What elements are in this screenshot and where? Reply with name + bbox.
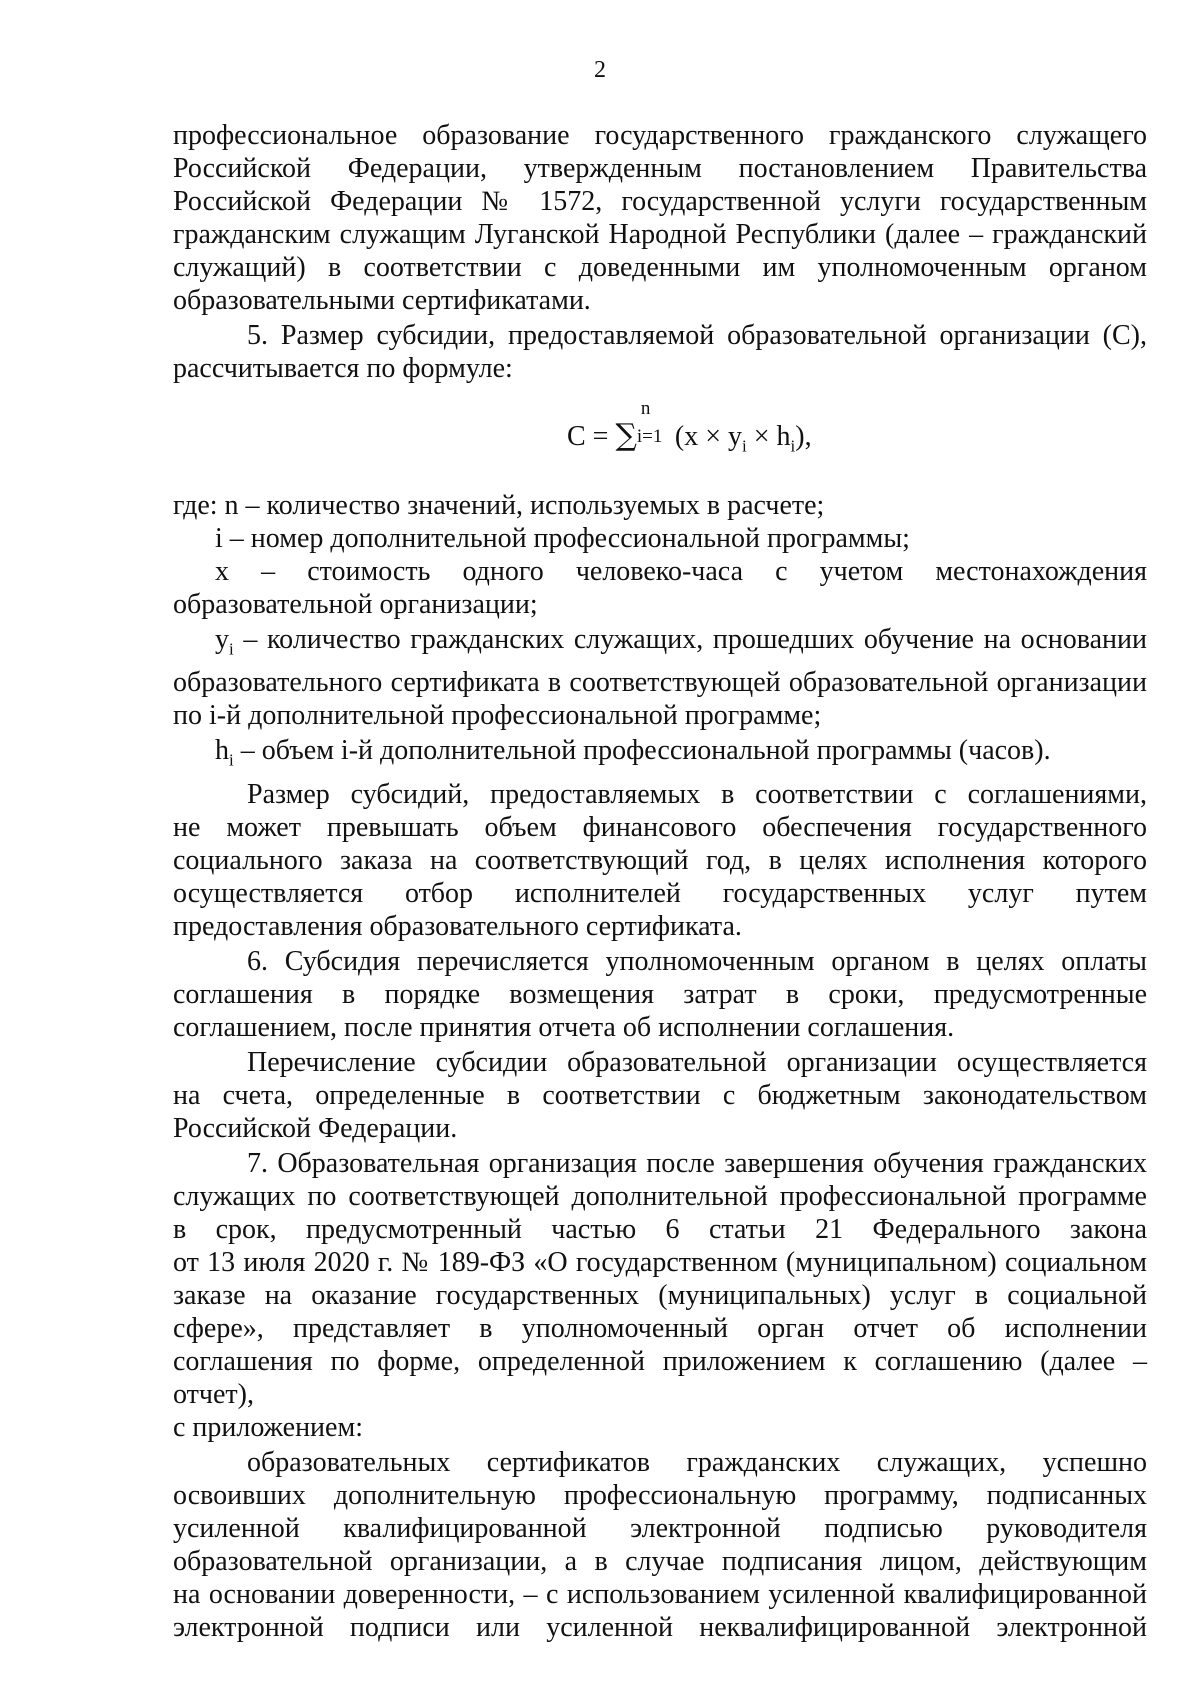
definition-h bbox=[173, 734, 1147, 777]
formula-body-open: (x × y bbox=[674, 421, 743, 452]
paragraph-certificates bbox=[173, 1446, 1147, 1644]
text-line: Размер субсидий, предоставляемых в соответствии с соглашениями, bbox=[247, 779, 1147, 811]
formula-subscript: i bbox=[790, 436, 796, 456]
text-line: заказе на оказание государственных (муниципальных) услуг в социальной bbox=[173, 1280, 1147, 1312]
definition-n bbox=[173, 489, 1147, 522]
text-line: Российской Федерации. bbox=[173, 1113, 458, 1145]
formula-lhs: С = bbox=[567, 421, 616, 452]
paragraph-7 bbox=[173, 1147, 1147, 1444]
text-line: x – стоимость одного человеко-часа с учетом местонахождения bbox=[215, 556, 1147, 587]
text-line: где: n – количество значений, используемых в расчете; bbox=[173, 490, 825, 521]
text-line: i – номер дополнительной профессиональной программы; bbox=[215, 523, 910, 554]
paragraph-limit bbox=[173, 778, 1147, 943]
text-line: образовательной организации; bbox=[173, 589, 538, 620]
paragraph-6 bbox=[173, 945, 1147, 1044]
text-line: предоставления образовательного сертификата. bbox=[173, 911, 742, 943]
text-line: освоивших дополнительную профессиональную программу, подписанных bbox=[173, 1480, 1147, 1512]
text-line: профессиональное образование государственного гражданского служащего bbox=[173, 120, 1147, 151]
text-line bbox=[173, 734, 1147, 777]
page-number: 2 bbox=[594, 57, 606, 83]
text-line: на счета, определенные в соответствии с бюджетным законодательством bbox=[173, 1080, 1147, 1112]
sum-lower-limit: i=1 bbox=[636, 426, 663, 447]
text-line: с приложением: bbox=[173, 1412, 363, 1444]
paragraph-transfer bbox=[173, 1046, 1147, 1145]
formula-subscript: i bbox=[742, 436, 747, 456]
document-body bbox=[173, 119, 1147, 1644]
text-line: в срок, предусмотренный частью 6 статьи 21 Федерального закона bbox=[173, 1214, 1147, 1246]
text-line: 7. Образовательная организация после завершения обучения гражданских bbox=[247, 1148, 1147, 1180]
text-line: электронной подписи или усиленной неквалифицированной электронной bbox=[173, 1612, 1147, 1644]
text-line: от 13 июля 2020 г. № 189-ФЗ «О государственном (муниципальном) социальном bbox=[173, 1247, 1147, 1279]
definition-text: – количество гражданских служащих, прошедших обучение на основании bbox=[233, 624, 1147, 655]
text-line: образовательной организации, а в случае подписания лицом, действующим bbox=[173, 1546, 1147, 1578]
subsidy-formula bbox=[173, 385, 1147, 489]
text-line: рассчитывается по формуле: bbox=[173, 353, 513, 384]
paragraph-intro bbox=[173, 119, 1147, 317]
formula-body-close: ), bbox=[795, 421, 812, 452]
text-line: образовательными сертификатами. bbox=[173, 285, 591, 316]
text-line: служащий) в соответствии с доведенными им уполномоченным органом bbox=[173, 252, 1147, 283]
sum-upper-limit: n bbox=[640, 398, 651, 419]
text-line: образовательного сертификата в соответствующей образовательной организации bbox=[173, 666, 1147, 698]
symbol-subscript: i bbox=[229, 750, 234, 770]
text-line: Перечисление субсидии образовательной организации осуществляется bbox=[247, 1047, 1147, 1079]
text-line: соглашением, после принятия отчета об исполнении соглашения. bbox=[173, 1012, 955, 1044]
text-line: гражданским служащим Луганской Народной Республики (далее – гражданский bbox=[173, 219, 1147, 250]
text-line: 6. Субсидия перечисляется уполномоченным органом в целях оплаты bbox=[247, 946, 1147, 978]
text-line: служащих по соответствующей дополнительной профессиональной программе bbox=[173, 1181, 1147, 1213]
text-line: Российской Федерации, утвержденным постановлением Правительства bbox=[173, 153, 1147, 184]
definition-i bbox=[173, 522, 1147, 555]
text-line: осуществляется отбор исполнителей государственных услуг путем bbox=[173, 878, 1147, 910]
text-line: не может превышать объем финансового обеспечения государственного bbox=[173, 812, 1147, 844]
text-line: 5. Размер субсидии, предоставляемой образовательной организации (С), bbox=[247, 320, 1147, 351]
text-line: усиленной квалифицированной электронной подписью руководителя bbox=[173, 1513, 1147, 1545]
symbol-y: y bbox=[215, 624, 229, 655]
text-line: на основании доверенности, – с использованием усиленной квалифицированной bbox=[173, 1579, 1147, 1611]
sum-limits bbox=[636, 398, 675, 453]
sum-symbol: ∑ bbox=[615, 418, 637, 453]
text-line: соглашения в порядке возмещения затрат в сроки, предусмотренные bbox=[173, 979, 1147, 1011]
text-line: по i-й дополнительной профессиональной программе; bbox=[173, 699, 822, 731]
formula-expression bbox=[567, 398, 812, 463]
text-line: соглашения по форме, определенной приложением к соглашению (далее – отчет), bbox=[173, 1346, 1147, 1411]
symbol-h: h bbox=[215, 734, 229, 766]
formula-body-mid: × h bbox=[746, 421, 791, 452]
text-line: Российской Федерации № 1572, государственной услуги государственным bbox=[173, 186, 1147, 217]
paragraph-5 bbox=[173, 319, 1147, 385]
text-line: сфере», представляет в уполномоченный орган отчет об исполнении bbox=[173, 1313, 1147, 1345]
text-line bbox=[173, 623, 1147, 666]
text-line: образовательных сертификатов гражданских служащих, успешно bbox=[247, 1447, 1147, 1479]
symbol-subscript: i bbox=[229, 639, 234, 659]
definition-y bbox=[173, 623, 1147, 732]
definition-text: – объем i-й дополнительной профессиональной программы (часов). bbox=[233, 734, 1051, 766]
text-line: социального заказа на соответствующий год, в целях исполнения которого bbox=[173, 845, 1147, 877]
definition-x bbox=[173, 555, 1147, 621]
